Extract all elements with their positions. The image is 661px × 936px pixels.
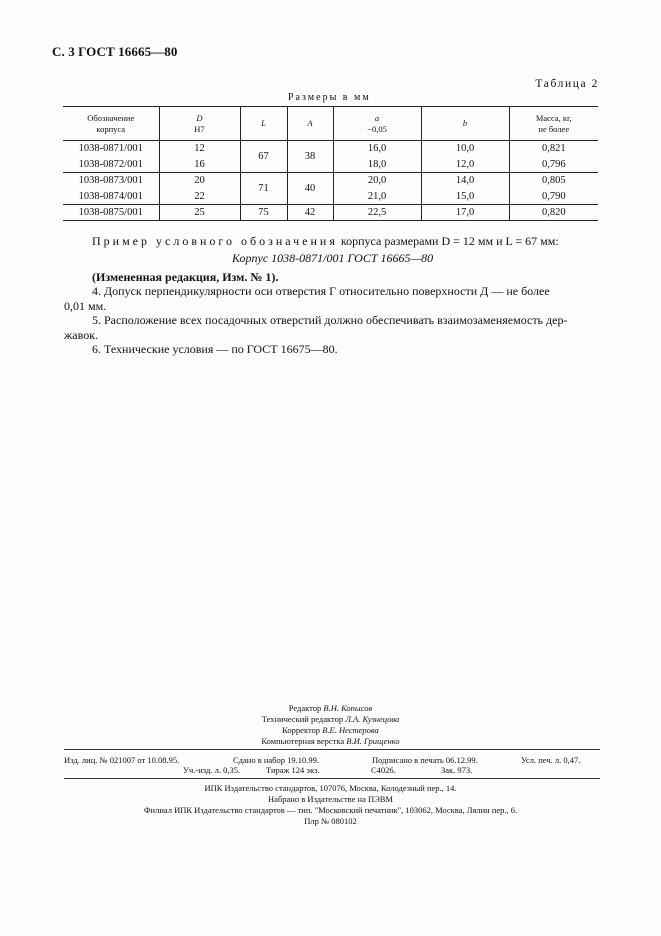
cell-code: 1038-0875/001 <box>78 207 143 218</box>
cell-d: 20 <box>159 173 240 189</box>
imprint-license: Изд. лиц. № 021007 от 10.08.95. <box>64 755 180 765</box>
cell-d: 12 <box>159 141 240 157</box>
imprint-ipk: ИПК Издательство стандартов, 107076, Москва, Колодезный пер., 14. <box>204 783 457 793</box>
imprint-tirazh: Тираж 124 экз. <box>266 765 320 775</box>
imprint-editor: Редактор В.Н. Копысов <box>288 703 373 713</box>
cell-mass: 0,821 <box>509 141 598 157</box>
col-header-d: D H7 <box>159 107 240 141</box>
cell-mass: 0,796 <box>509 157 598 173</box>
cell-a-upper: 42 <box>287 205 333 221</box>
table-row <box>63 173 598 189</box>
cell-b: 12,0 <box>421 157 509 173</box>
example-designation: Корпус 1038-0871/001 ГОСТ 16665—80 <box>232 251 434 265</box>
imprint-order: Зак. 973. <box>441 765 473 775</box>
imprint-layout: Компьютерная верстка В.И. Грищенко <box>261 736 400 746</box>
col-header-mass: Масса, кг, не более <box>509 107 598 141</box>
paragraph-5-line2: жавок. <box>64 327 99 342</box>
cell-a-lower: 18,0 <box>333 157 421 173</box>
cell-code: 1038-0872/001 <box>78 158 143 170</box>
cell-d: 25 <box>159 205 240 221</box>
cell-d: 16 <box>159 157 240 173</box>
imprint-code: С4026. <box>371 765 396 775</box>
cell-b: 15,0 <box>421 189 509 205</box>
page-title: С. 3 ГОСТ 16665—80 <box>52 44 178 59</box>
cell-a-lower: 21,0 <box>333 189 421 205</box>
cell-l: 67 <box>240 141 287 173</box>
paragraph-5-line1: 5. Расположение всех посадочных отверстий должно обеспечивать взаимозаменяемость дер- <box>92 313 568 327</box>
cell-code: 1038-0874/001 <box>78 190 143 202</box>
table-caption: Таблица 2 <box>535 78 599 90</box>
col-header-l: L <box>240 107 287 141</box>
cell-a-lower: 22,5 <box>333 205 421 221</box>
cell-mass: 0,820 <box>509 205 598 221</box>
cell-l: 71 <box>240 173 287 205</box>
imprint-typeset: Набрано в Издательстве на ПЭВМ <box>268 794 393 804</box>
col-header-a-lower: a −0,05 <box>333 107 421 141</box>
cell-a-lower: 20,0 <box>333 173 421 189</box>
example-label: Пример условного обозначения <box>92 234 338 248</box>
imprint-divider <box>64 749 600 750</box>
cell-mass: 0,790 <box>509 189 598 205</box>
cell-b: 10,0 <box>421 141 509 157</box>
example-text: корпуса размерами D = 12 мм и L = 67 мм: <box>337 234 559 248</box>
paragraph-6: 6. Технические условия — по ГОСТ 16675—80. <box>92 342 338 356</box>
paragraph-4 <box>64 284 600 313</box>
imprint-sent: Сдано в набор 19.10.99. <box>233 755 319 765</box>
cell-b: 14,0 <box>421 173 509 189</box>
imprint-tech-editor: Технический редактор Л.А. Кузнецова <box>261 714 400 724</box>
cell-code: 1038-0871/001 <box>78 143 143 155</box>
table-header-row <box>63 107 598 141</box>
imprint-usl: Усл. печ. л. 0,47. <box>521 755 581 765</box>
cell-code: 1038-0873/001 <box>78 175 143 187</box>
col-header-code: Обозначение корпуса <box>87 112 135 134</box>
cell-a-lower: 16,0 <box>333 141 421 157</box>
paragraph-4-line2: 0,01 мм. <box>64 298 107 313</box>
table-row <box>63 205 598 221</box>
cell-a-upper: 38 <box>287 141 333 173</box>
cell-d: 22 <box>159 189 240 205</box>
imprint-signed: Подписано в печать 06.12.99. <box>372 755 478 765</box>
imprint-plr: Плр № 080102 <box>304 816 357 826</box>
col-header-b: b <box>421 107 509 141</box>
imprint-divider <box>64 778 600 779</box>
col-header-a-upper: A <box>287 107 333 141</box>
imprint-uch: Уч.-изд. л. 0,35. <box>183 765 241 775</box>
cell-b: 17,0 <box>421 205 509 221</box>
table-row <box>63 141 598 157</box>
dimensions-caption: Размеры в мм <box>288 92 371 103</box>
paragraph-4-line1: 4. Допуск перпендикулярности оси отверстия Г относительно поверхности Д — не более <box>92 284 550 298</box>
imprint-branch: Филиал ИПК Издательство стандартов — тип. "Московский печатник", 103062, Москва, Лялин пер., 6. <box>143 805 518 815</box>
imprint-corrector: Корректор В.Е. Нестерова <box>282 725 379 735</box>
paragraph-5 <box>64 313 600 342</box>
example-line <box>92 234 559 249</box>
dimensions-table <box>63 106 598 221</box>
cell-l: 75 <box>240 205 287 221</box>
amendment-note: (Измененная редакция, Изм. № 1). <box>92 270 279 284</box>
cell-a-upper: 40 <box>287 173 333 205</box>
cell-mass: 0,805 <box>509 173 598 189</box>
